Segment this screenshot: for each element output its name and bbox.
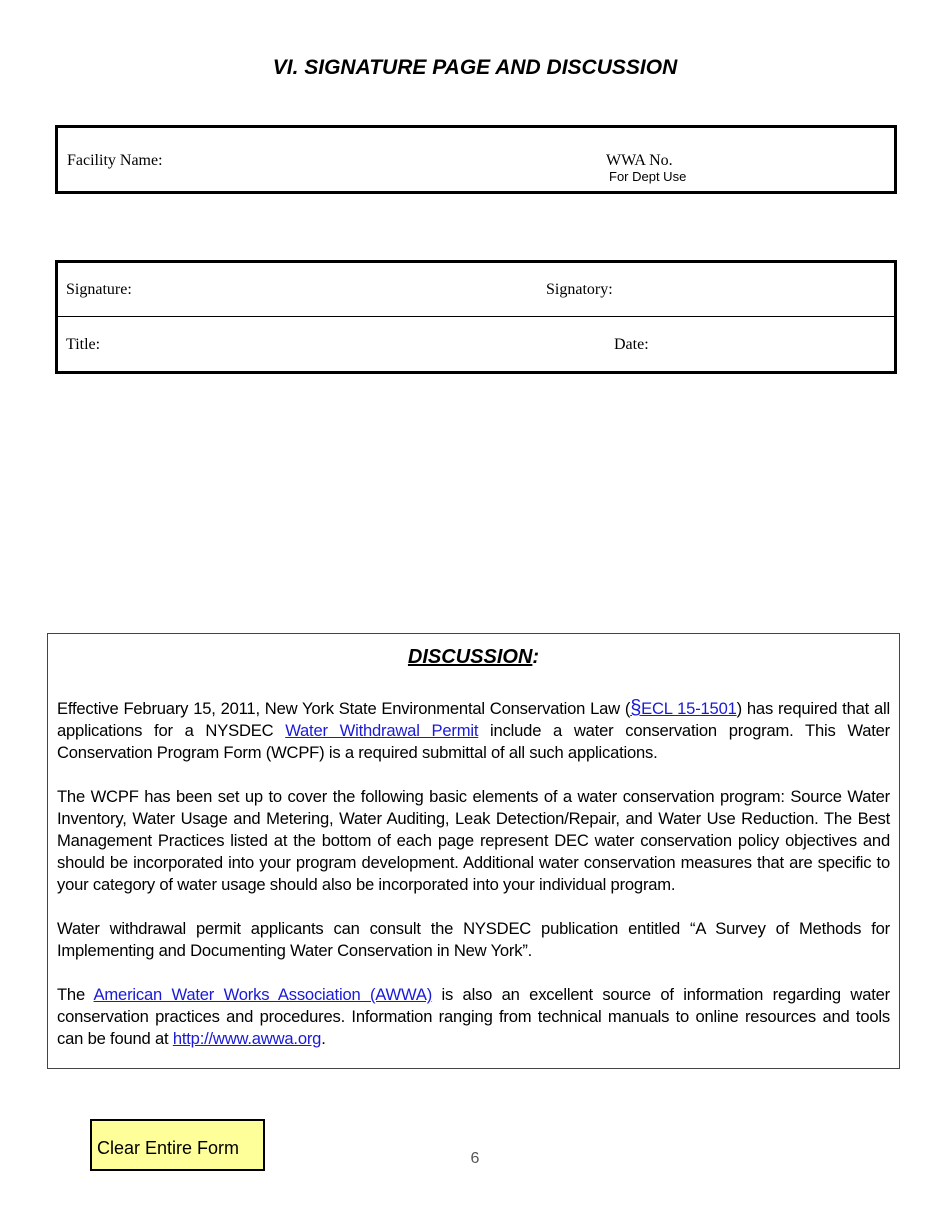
discussion-paragraph-3: Water withdrawal permit applicants can consult the NYSDEC publication entitled “A Survey of Methods for Implementing and Documenting Water Conservation in New York”. (57, 919, 890, 960)
discussion-body (57, 697, 890, 1072)
ecl-15-1501-link[interactable]: §ECL 15-1501 (630, 697, 737, 719)
discussion-paragraph-1: Effective February 15, 2011, New York State Environmental Conservation Law (§ECL 15-1501) has required that all applications for a NYSDEC Water Withdrawal Permit include a water conservation program. This Water Conservation Program Form (WCPF) is a required submittal of all such applications. (57, 697, 891, 762)
awwa-url-link[interactable]: http://www.awwa.org (172, 1029, 322, 1048)
discussion-paragraph-2: The WCPF has been set up to cover the following basic elements of a water conservation program: Source Water Inventory, Water Usage and Metering, Water Auditing, Leak Detection/Repair, and Water Use Reduction. The Best Management Practices listed at the bottom of each page represent DEC water conservation policy objectives and should be incorporated into your program development. Additional water conservation measures that are specific to your category of water usage should also be incorporated into your individual program. (57, 787, 890, 894)
wwa-dept-use-note: For Dept Use (609, 169, 687, 184)
page-title: VI. SIGNATURE PAGE AND DISCUSSION (272, 56, 678, 79)
discussion-heading: DISCUSSION: (407, 646, 540, 668)
date-label: Date: (614, 336, 649, 353)
awwa-link[interactable]: American Water Works Association (AWWA) (93, 985, 433, 1004)
clear-entire-form-button[interactable]: Clear Entire Form (90, 1119, 265, 1171)
wwa-number-label: WWA No. (606, 152, 673, 169)
row-divider (58, 316, 894, 317)
signature-label: Signature: (66, 281, 132, 298)
signature-box (55, 260, 897, 374)
title-label: Title: (66, 336, 101, 353)
water-withdrawal-permit-link[interactable]: Water Withdrawal Permit (285, 721, 479, 740)
signatory-label: Signatory: (546, 281, 613, 298)
facility-box (55, 125, 897, 194)
discussion-panel (47, 633, 900, 1069)
discussion-paragraph-4: The American Water Works Association (AWWA) is also an excellent source of information regarding water conservation practices and procedures. Information ranging from technical manuals to online resources and tools can be found at http://www.awwa.org. (57, 985, 890, 1048)
facility-name-label: Facility Name: (67, 152, 163, 169)
page-number: 6 (470, 1150, 480, 1167)
